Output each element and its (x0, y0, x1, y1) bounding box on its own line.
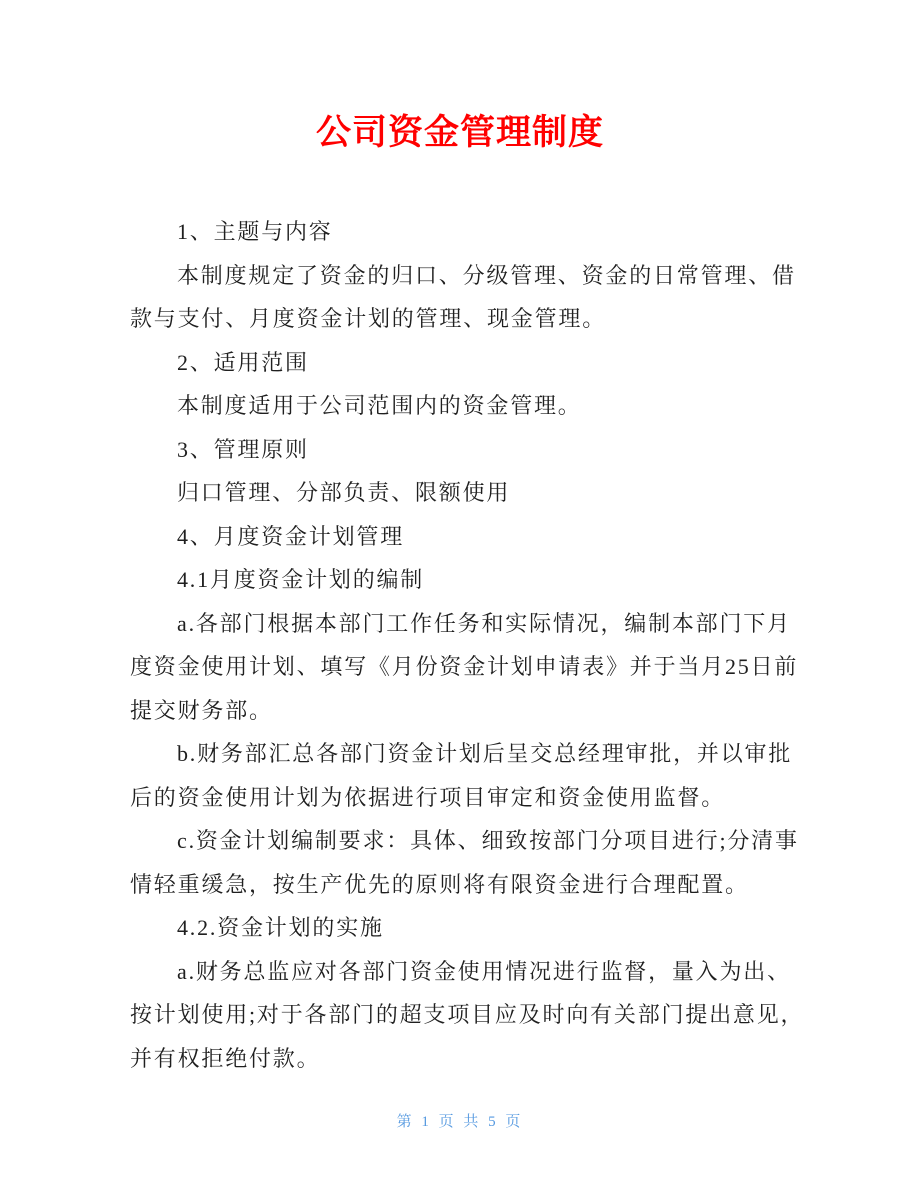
page-footer (0, 1110, 920, 1134)
text-line: 提交财务部。 (130, 697, 273, 723)
text-line: 本制度规定了资金的归口、分级管理、资金的日常管理、借 (177, 262, 796, 288)
text-line: 2、适用范围 (177, 349, 309, 375)
document-body (130, 210, 805, 1080)
text-line: 4、月度资金计划管理 (177, 523, 405, 549)
text-line: 款与支付、月度资金计划的管理、现金管理。 (130, 306, 607, 331)
text-line: a.财务总监应对各部门资金使用情况进行监督，量入为出、 (177, 958, 791, 984)
text-line: 4.2.资金计划的实施 (177, 915, 384, 940)
text-line: 本制度适用于公司范围内的资金管理。 (177, 393, 582, 418)
document-title: 公司资金管理制度 (315, 113, 604, 152)
text-line: 4.1月度资金计划的编制 (177, 567, 425, 592)
text-line: 度资金使用计划、填写《月份资金计划申请表》并于当月25日前 (130, 654, 799, 679)
text-line: 情轻重缓急，按生产优先的原则将有限资金进行合理配置。 (130, 871, 749, 897)
text-line: 1、主题与内容 (177, 219, 333, 244)
text-line: 按计划使用;对于各部门的超支项目应及时向有关部门提出意见， (130, 1002, 805, 1027)
text-line: 3、管理原则 (177, 436, 309, 462)
text-line: c.资金计划编制要求：具体、细致按部门分项目进行;分清事 (177, 828, 799, 853)
page-number-indicator: 第 1 页 共 5 页 (396, 1114, 524, 1130)
text-line: b.财务部汇总各部门资金计划后呈交总经理审批，并以审批 (177, 741, 793, 766)
text-line: 并有权拒绝付款。 (130, 1045, 321, 1071)
text-line: 归口管理、分部负责、限额使用 (177, 480, 511, 505)
text-line: 后的资金使用计划为依据进行项目审定和资金使用监督。 (130, 784, 726, 810)
text-line: a.各部门根据本部门工作任务和实际情况，编制本部门下月 (177, 610, 791, 636)
